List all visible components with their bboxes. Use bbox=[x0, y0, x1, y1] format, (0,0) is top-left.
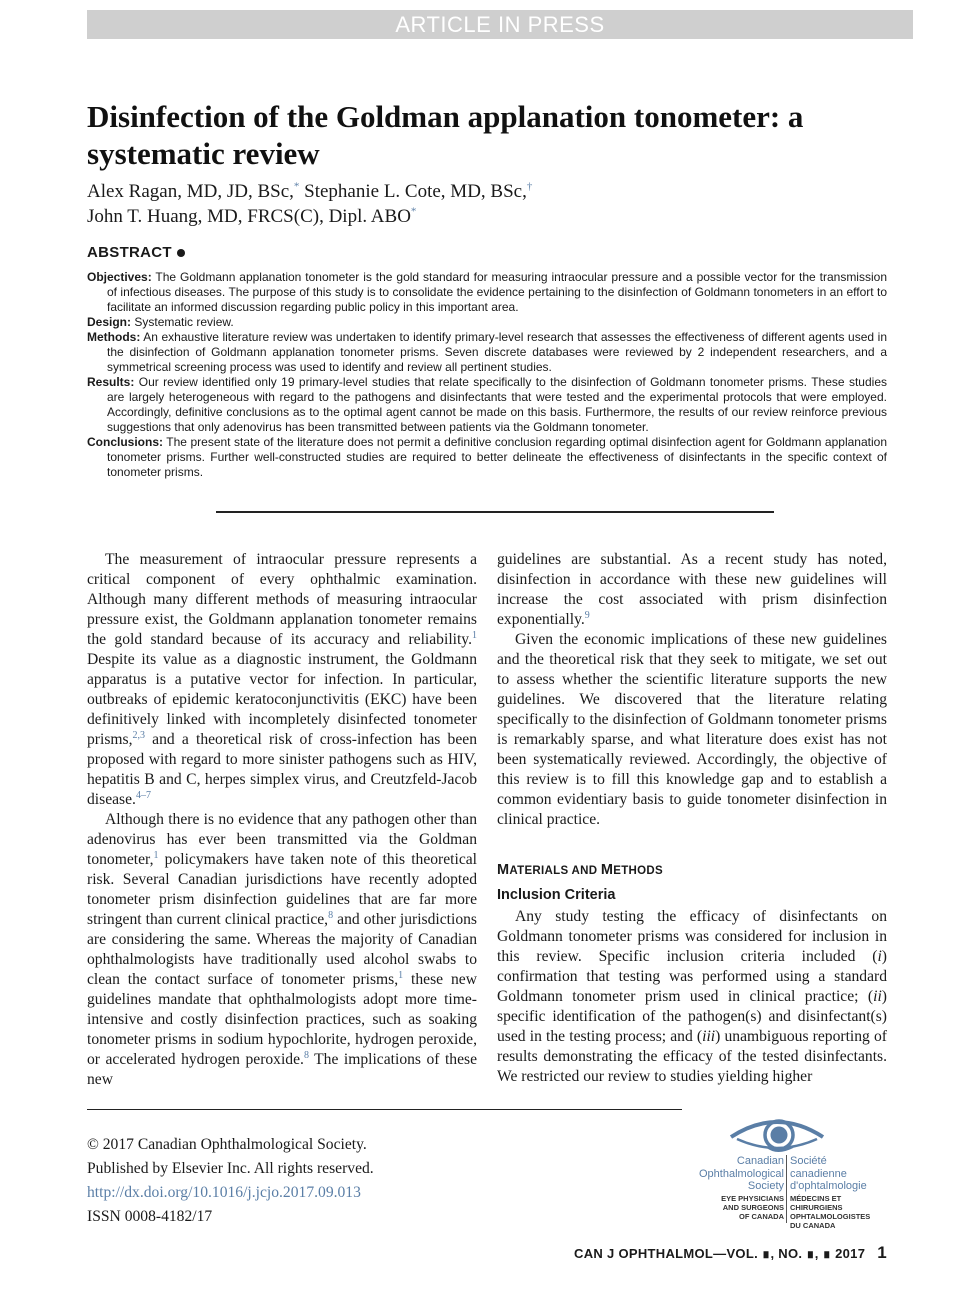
abstract-label: Methods: bbox=[87, 330, 141, 344]
page-number: 1 bbox=[877, 1243, 887, 1262]
abstract-objectives bbox=[87, 270, 887, 315]
journal-citation: CAN J OPHTHALMOL—VOL. ∎, NO. ∎, ∎ 2017 bbox=[574, 1246, 866, 1261]
citation-link[interactable]: 2,3 bbox=[132, 729, 145, 741]
body-paragraph bbox=[87, 810, 477, 1090]
section-heading-text: M bbox=[497, 862, 510, 878]
body-column-right bbox=[497, 550, 887, 1087]
list-numeral: iii bbox=[702, 1028, 716, 1045]
logo-subtitle-french bbox=[790, 1194, 895, 1230]
copyright-line: © 2017 Canadian Ophthalmological Society. bbox=[87, 1136, 367, 1153]
body-paragraph bbox=[497, 907, 887, 1087]
citation-link[interactable]: 8 bbox=[328, 909, 334, 921]
issn-line: ISSN 0008-4182/17 bbox=[87, 1208, 213, 1225]
body-text: Any study testing the efficacy of disinfectants on Goldmann tonometer prisms was considered for inclusion in this review. Specific inclusion criteria included ( bbox=[497, 908, 887, 965]
body-paragraph: Given the economic implications of these new guidelines and the theoretical risk that they seek to mitigate, we set out to assess whether the scientific literature supports the new guidelines. We discovered that the literature relating specifically to the disinfection of Goldmann tonometer prisms is remarkably sparse, and what literature does exist has not been systematically reviewed. Accordingly, the objective of this review is to fill this knowledge gap and to establish a common evidentiary basis to guide tonometer disinfection in clinical practice. bbox=[497, 631, 887, 828]
body-text: guidelines are substantial. As a recent study has noted, disinfection in accordance with these new guidelines will increase the cost associated with prism disinfection exponentially. bbox=[497, 551, 887, 628]
doi-link[interactable]: http://dx.doi.org/10.1016/j.jcjo.2017.09.013 bbox=[87, 1184, 361, 1201]
body-text: policymakers have taken note of this theoretical risk. Several Canadian jurisdictions have recently adopted tonometer prism disinfection guidelines that are far more stringent than current clinical practice, bbox=[87, 851, 477, 928]
section-heading-text: M bbox=[600, 862, 614, 878]
body-text: and a theoretical risk of cross-infection has been proposed with regard to more sinister pathogens such as HIV, hepatitis B and C, herpes simplex virus, and Creutzfeld-Jacob disease. bbox=[87, 731, 477, 808]
abstract-heading-text: ABSTRACT bbox=[87, 244, 172, 261]
abstract-text: The Goldmann applanation tonometer is the gold standard for measuring intraocular pressure and a possible vector for the transmission of infectious diseases. The purpose of this study is to consolidate the evidence pertaining to the disinfection of Goldmann tonometers in an effort to facilitate an informed discussion regarding public policy in this important area. bbox=[107, 270, 887, 314]
abstract-heading bbox=[87, 244, 185, 261]
logo-text: Society bbox=[747, 1180, 784, 1192]
abstract-text: Our review identified only 19 primary-level studies that relate specifically to the disinfection of Goldmann tonometer prisms. These studies are largely heterogeneous with regard to the pathogens and disinfectants that were tested and the experimental protocols that were employed. Accordingly, definitive conclusions as to the optimal agent cannot be made on this basis. Furthermore, the results of our review reinforce previous suggestions that only adenovirus has been transmitted between patients via the Goldmann tonometer. bbox=[107, 375, 887, 434]
body-paragraph bbox=[497, 550, 887, 630]
abstract-label: Design: bbox=[87, 315, 132, 329]
section-heading-text: ETHODS bbox=[613, 865, 663, 877]
section-heading bbox=[497, 860, 887, 881]
abstract-text: Systematic review. bbox=[131, 315, 234, 329]
citation-link[interactable]: 4–7 bbox=[135, 789, 151, 801]
body-text: ) unambiguous reporting of results demonstrating the efficacy of the tested disinfectants. We restricted our review to studies yielding higher bbox=[497, 1028, 887, 1085]
footer-divider bbox=[87, 1109, 682, 1110]
citation-link[interactable]: 1 bbox=[472, 629, 477, 641]
author-affiliation-mark[interactable]: † bbox=[526, 180, 533, 193]
author-affiliation-mark[interactable]: * bbox=[293, 180, 300, 193]
logo-text: d'ophtalmologie bbox=[790, 1180, 867, 1192]
citation-link[interactable]: 8 bbox=[303, 1049, 309, 1061]
logo-text: OPHTALMOLOGISTES bbox=[790, 1212, 871, 1221]
author-line-1 bbox=[87, 181, 532, 203]
subsection-heading: Inclusion Criteria bbox=[497, 887, 616, 903]
logo-text: EYE PHYSICIANS bbox=[721, 1194, 784, 1203]
author-affiliation-mark[interactable]: * bbox=[410, 205, 417, 218]
logo-text: Société bbox=[790, 1155, 827, 1167]
abstract-label: Objectives: bbox=[87, 270, 152, 284]
body-text: Although there is no evidence that any pathogen other than adenovirus has ever been transmitted via the Goldman tonometer, bbox=[87, 811, 477, 868]
abstract-body bbox=[87, 270, 887, 480]
body-text: these new guidelines mandate that ophthalmologists adopt more time-intensive and costly disinfection practices, such as soaking tonometer prisms in sodium hypochlorite, hydrogen peroxide, or accelerated hydrogen peroxide. bbox=[87, 971, 477, 1068]
section-heading-text: ATERIALS AND bbox=[509, 865, 601, 877]
citation-link[interactable]: 9 bbox=[584, 609, 590, 621]
abstract-label: Conclusions: bbox=[87, 435, 164, 449]
body-text: and other jurisdictions are considering the same. Whereas the majority of Canadian ophthalmologists have traditionally used alcohol swabs to clean the contact surface of tonometer prisms, bbox=[87, 911, 477, 988]
body-text: Despite its value as a diagnostic instrument, the Goldmann apparatus is a putative vector for infection. In particular, outbreaks of epidemic keratoconjunctivitis (EKC) have been definitively linked with incompletely disinfected tonometer prisms, bbox=[87, 651, 477, 748]
author-name: Alex Ragan, MD, JD, BSc, bbox=[87, 181, 294, 202]
body-text: The implications of these new bbox=[87, 1051, 477, 1088]
eye-icon bbox=[727, 1113, 827, 1157]
copyright-block bbox=[87, 1133, 374, 1229]
abstract-results bbox=[87, 375, 887, 435]
logo-text: canadienne bbox=[790, 1167, 847, 1180]
author-name: John T. Huang, MD, FRCS(C), Dipl. ABO bbox=[87, 206, 411, 227]
body-column-left bbox=[87, 550, 477, 1090]
logo-text: DU CANADA bbox=[790, 1221, 836, 1230]
publisher-line: Published by Elsevier Inc. All rights reserved. bbox=[87, 1160, 374, 1177]
bullet-icon bbox=[177, 249, 185, 257]
author-name: Stephanie L. Cote, MD, BSc, bbox=[299, 181, 527, 202]
logo-text: AND SURGEONS bbox=[722, 1203, 784, 1212]
journal-footer bbox=[574, 1243, 887, 1263]
abstract-text: The present state of the literature does not permit a definitive conclusion regarding optimal disinfection agent for Goldmann applanation tonometer prisms. Further well-constructed studies are required to better delineate the effectiveness of disinfectants in the specific context of tonometer prisms. bbox=[107, 435, 887, 479]
body-text: ) confirmation that testing was performed using a standard Goldmann tonometer prism used in clinical practice; ( bbox=[497, 948, 887, 1005]
citation-link[interactable]: 1 bbox=[153, 849, 159, 861]
logo-separator bbox=[786, 1155, 787, 1223]
author-line-2 bbox=[87, 206, 416, 228]
abstract-text: An exhaustive literature review was undertaken to identify primary-level research that assesses the effectiveness of different agents used in the disinfection of Goldmann applanation tonometer prisms. Seven discrete databases were reviewed by 2 independent researchers, and a symmetrical screening process was used to identify and review all pertinent studies. bbox=[107, 330, 887, 374]
logo-text: Canadian bbox=[736, 1155, 784, 1167]
abstract-design bbox=[87, 315, 887, 330]
abstract-methods bbox=[87, 330, 887, 375]
body-text: The measurement of intraocular pressure represents a critical component of every ophthalmic examination. Although many different methods of measuring intraocular pressure exist, the Goldmann applanation tonometer remains the gold standard because of its accuracy and reliability. bbox=[87, 551, 477, 648]
abstract-divider bbox=[216, 511, 774, 513]
list-numeral: i bbox=[877, 948, 882, 965]
body-paragraph bbox=[87, 550, 477, 810]
society-logo bbox=[687, 1113, 897, 1230]
logo-text: Ophthalmological bbox=[699, 1167, 784, 1180]
logo-subtitle-english bbox=[687, 1194, 784, 1221]
logo-name-english bbox=[687, 1155, 784, 1193]
logo-text: OF CANADA bbox=[739, 1212, 784, 1221]
body-text: ) specific identification of the pathogen(s) and disinfectant(s) used in the testing process; and ( bbox=[497, 988, 887, 1045]
abstract-conclusions bbox=[87, 435, 887, 480]
list-numeral: ii bbox=[873, 988, 882, 1005]
citation-link[interactable]: 1 bbox=[398, 969, 404, 981]
article-title: Disinfection of the Goldman applanation tonometer: a systematic review bbox=[87, 99, 804, 171]
abstract-label: Results: bbox=[87, 375, 135, 389]
logo-name-french bbox=[790, 1155, 895, 1193]
article-in-press-banner: ARTICLE IN PRESS bbox=[87, 10, 913, 39]
logo-text: MÉDECINS ET CHIRURGIENS bbox=[790, 1194, 843, 1212]
